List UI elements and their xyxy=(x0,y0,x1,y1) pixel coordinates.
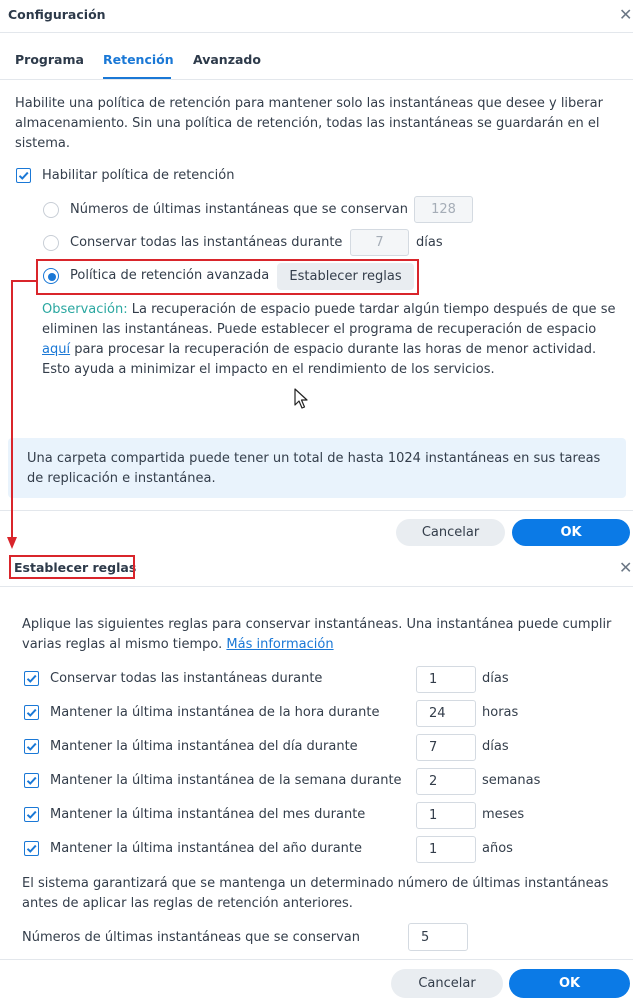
rule-label: Conservar todas las instantáneas durante xyxy=(50,671,323,686)
rules-footer-divider xyxy=(0,959,633,960)
tab-programa[interactable]: Programa xyxy=(15,52,84,67)
rules-dialog-title: Establecer reglas xyxy=(14,560,137,575)
set-rules-button[interactable]: Establecer reglas xyxy=(277,263,414,290)
ok-button[interactable]: OK xyxy=(512,519,630,546)
enable-retention-checkbox[interactable] xyxy=(16,168,31,183)
note-text-1: La recuperación de espacio puede tardar algún tiempo después de que se eliminen las instantáneas. Puede establecer el programa de recuperación de espacio xyxy=(42,302,616,337)
rule-checkbox[interactable] xyxy=(24,841,39,856)
checkmark-icon xyxy=(25,774,38,787)
rule-label: Mantener la última instantánea de la semana durante xyxy=(50,773,402,788)
retention-description: Habilite una política de retención para mantener solo las instantáneas que desee y liberar almacenamiento. Sin una política de retención, todas las instantáneas se guardarán en el sistema. xyxy=(15,96,603,151)
rule-unit: semanas xyxy=(482,773,541,788)
rules-title-divider xyxy=(0,586,633,587)
checkmark-icon xyxy=(25,842,38,855)
enable-retention-label: Habilitar política de retención xyxy=(42,168,235,183)
rule-unit: días xyxy=(482,671,509,686)
rule-label: Mantener la última instantánea del día durante xyxy=(50,739,358,754)
space-reclamation-note xyxy=(42,300,622,380)
rule-checkbox[interactable] xyxy=(24,705,39,720)
rule-value-input[interactable]: 1 xyxy=(416,666,476,693)
tab-avanzado[interactable]: Avanzado xyxy=(193,52,261,67)
radio-keep-all[interactable] xyxy=(43,235,59,251)
keep-all-unit: días xyxy=(416,235,443,250)
latest-count-label: Números de últimas instantáneas que se conservan xyxy=(22,930,360,945)
checkmark-icon xyxy=(17,169,30,182)
note-label: Observación: xyxy=(42,302,128,317)
rule-checkbox[interactable] xyxy=(24,671,39,686)
latest-count-label: Números de últimas instantáneas que se conservan xyxy=(70,202,408,217)
rules-ok-button[interactable]: OK xyxy=(509,969,630,998)
highlight-box xyxy=(36,259,419,295)
annotation-arrow xyxy=(0,278,40,554)
rule-value-input[interactable]: 1 xyxy=(416,836,476,863)
advanced-policy-label: Política de retención avanzada xyxy=(70,268,270,283)
rule-checkbox[interactable] xyxy=(24,773,39,788)
rule-value-input[interactable]: 7 xyxy=(416,734,476,761)
close-icon[interactable]: ✕ xyxy=(619,558,633,577)
tab-retencion[interactable]: Retención xyxy=(103,52,174,67)
rules-cancel-button[interactable]: Cancelar xyxy=(391,969,503,998)
checkmark-icon xyxy=(25,672,38,685)
more-info-link[interactable]: Más información xyxy=(226,637,334,652)
rule-value-input[interactable]: 24 xyxy=(416,700,476,727)
checkmark-icon xyxy=(25,808,38,821)
checkmark-icon xyxy=(25,740,38,753)
schedule-link[interactable]: aquí xyxy=(42,342,71,357)
rule-checkbox[interactable] xyxy=(24,807,39,822)
rule-checkbox[interactable] xyxy=(24,739,39,754)
title-highlight-box xyxy=(9,555,135,579)
info-text: Una carpeta compartida puede tener un total de hasta 1024 instantáneas en sus tareas de replicación e instantánea. xyxy=(27,451,601,486)
cancel-button[interactable]: Cancelar xyxy=(396,519,505,546)
rule-label: Mantener la última instantánea de la hora durante xyxy=(50,705,380,720)
tabs-divider xyxy=(0,79,633,80)
rule-label: Mantener la última instantánea del mes durante xyxy=(50,807,366,822)
rules-intro-text: Aplique las siguientes reglas para conservar instantáneas. Una instantánea puede cumplir varias reglas al mismo tiempo. xyxy=(22,617,612,652)
latest-count-input[interactable]: 128 xyxy=(414,196,473,223)
rules-intro xyxy=(22,615,622,655)
latest-count-input[interactable]: 5 xyxy=(408,923,468,951)
footer-divider xyxy=(0,510,633,511)
keep-all-days-input[interactable]: 7 xyxy=(350,229,409,256)
rule-unit: horas xyxy=(482,705,519,720)
close-icon[interactable]: ✕ xyxy=(619,5,633,24)
rule-value-input[interactable]: 1 xyxy=(416,802,476,829)
rule-unit: meses xyxy=(482,807,525,822)
rule-unit: años xyxy=(482,841,513,856)
title-divider xyxy=(0,32,633,33)
rule-label: Mantener la última instantánea del año durante xyxy=(50,841,363,856)
checkmark-icon xyxy=(25,706,38,719)
note-text-2: para procesar la recuperación de espacio durante las horas de menor actividad. Esto ayuda a minimizar el impacto en el rendimiento de los servicios. xyxy=(42,342,597,377)
radio-latest-count[interactable] xyxy=(43,202,59,218)
settings-dialog-title: Configuración xyxy=(8,7,106,22)
rule-value-input[interactable]: 2 xyxy=(416,768,476,795)
keep-all-label: Conservar todas las instantáneas durante xyxy=(70,235,343,250)
rule-unit: días xyxy=(482,739,509,754)
guarantee-text: El sistema garantizará que se mantenga un determinado número de últimas instantáneas antes de aplicar las reglas de retención anteriores. xyxy=(22,876,609,911)
mouse-cursor-icon xyxy=(294,388,308,410)
